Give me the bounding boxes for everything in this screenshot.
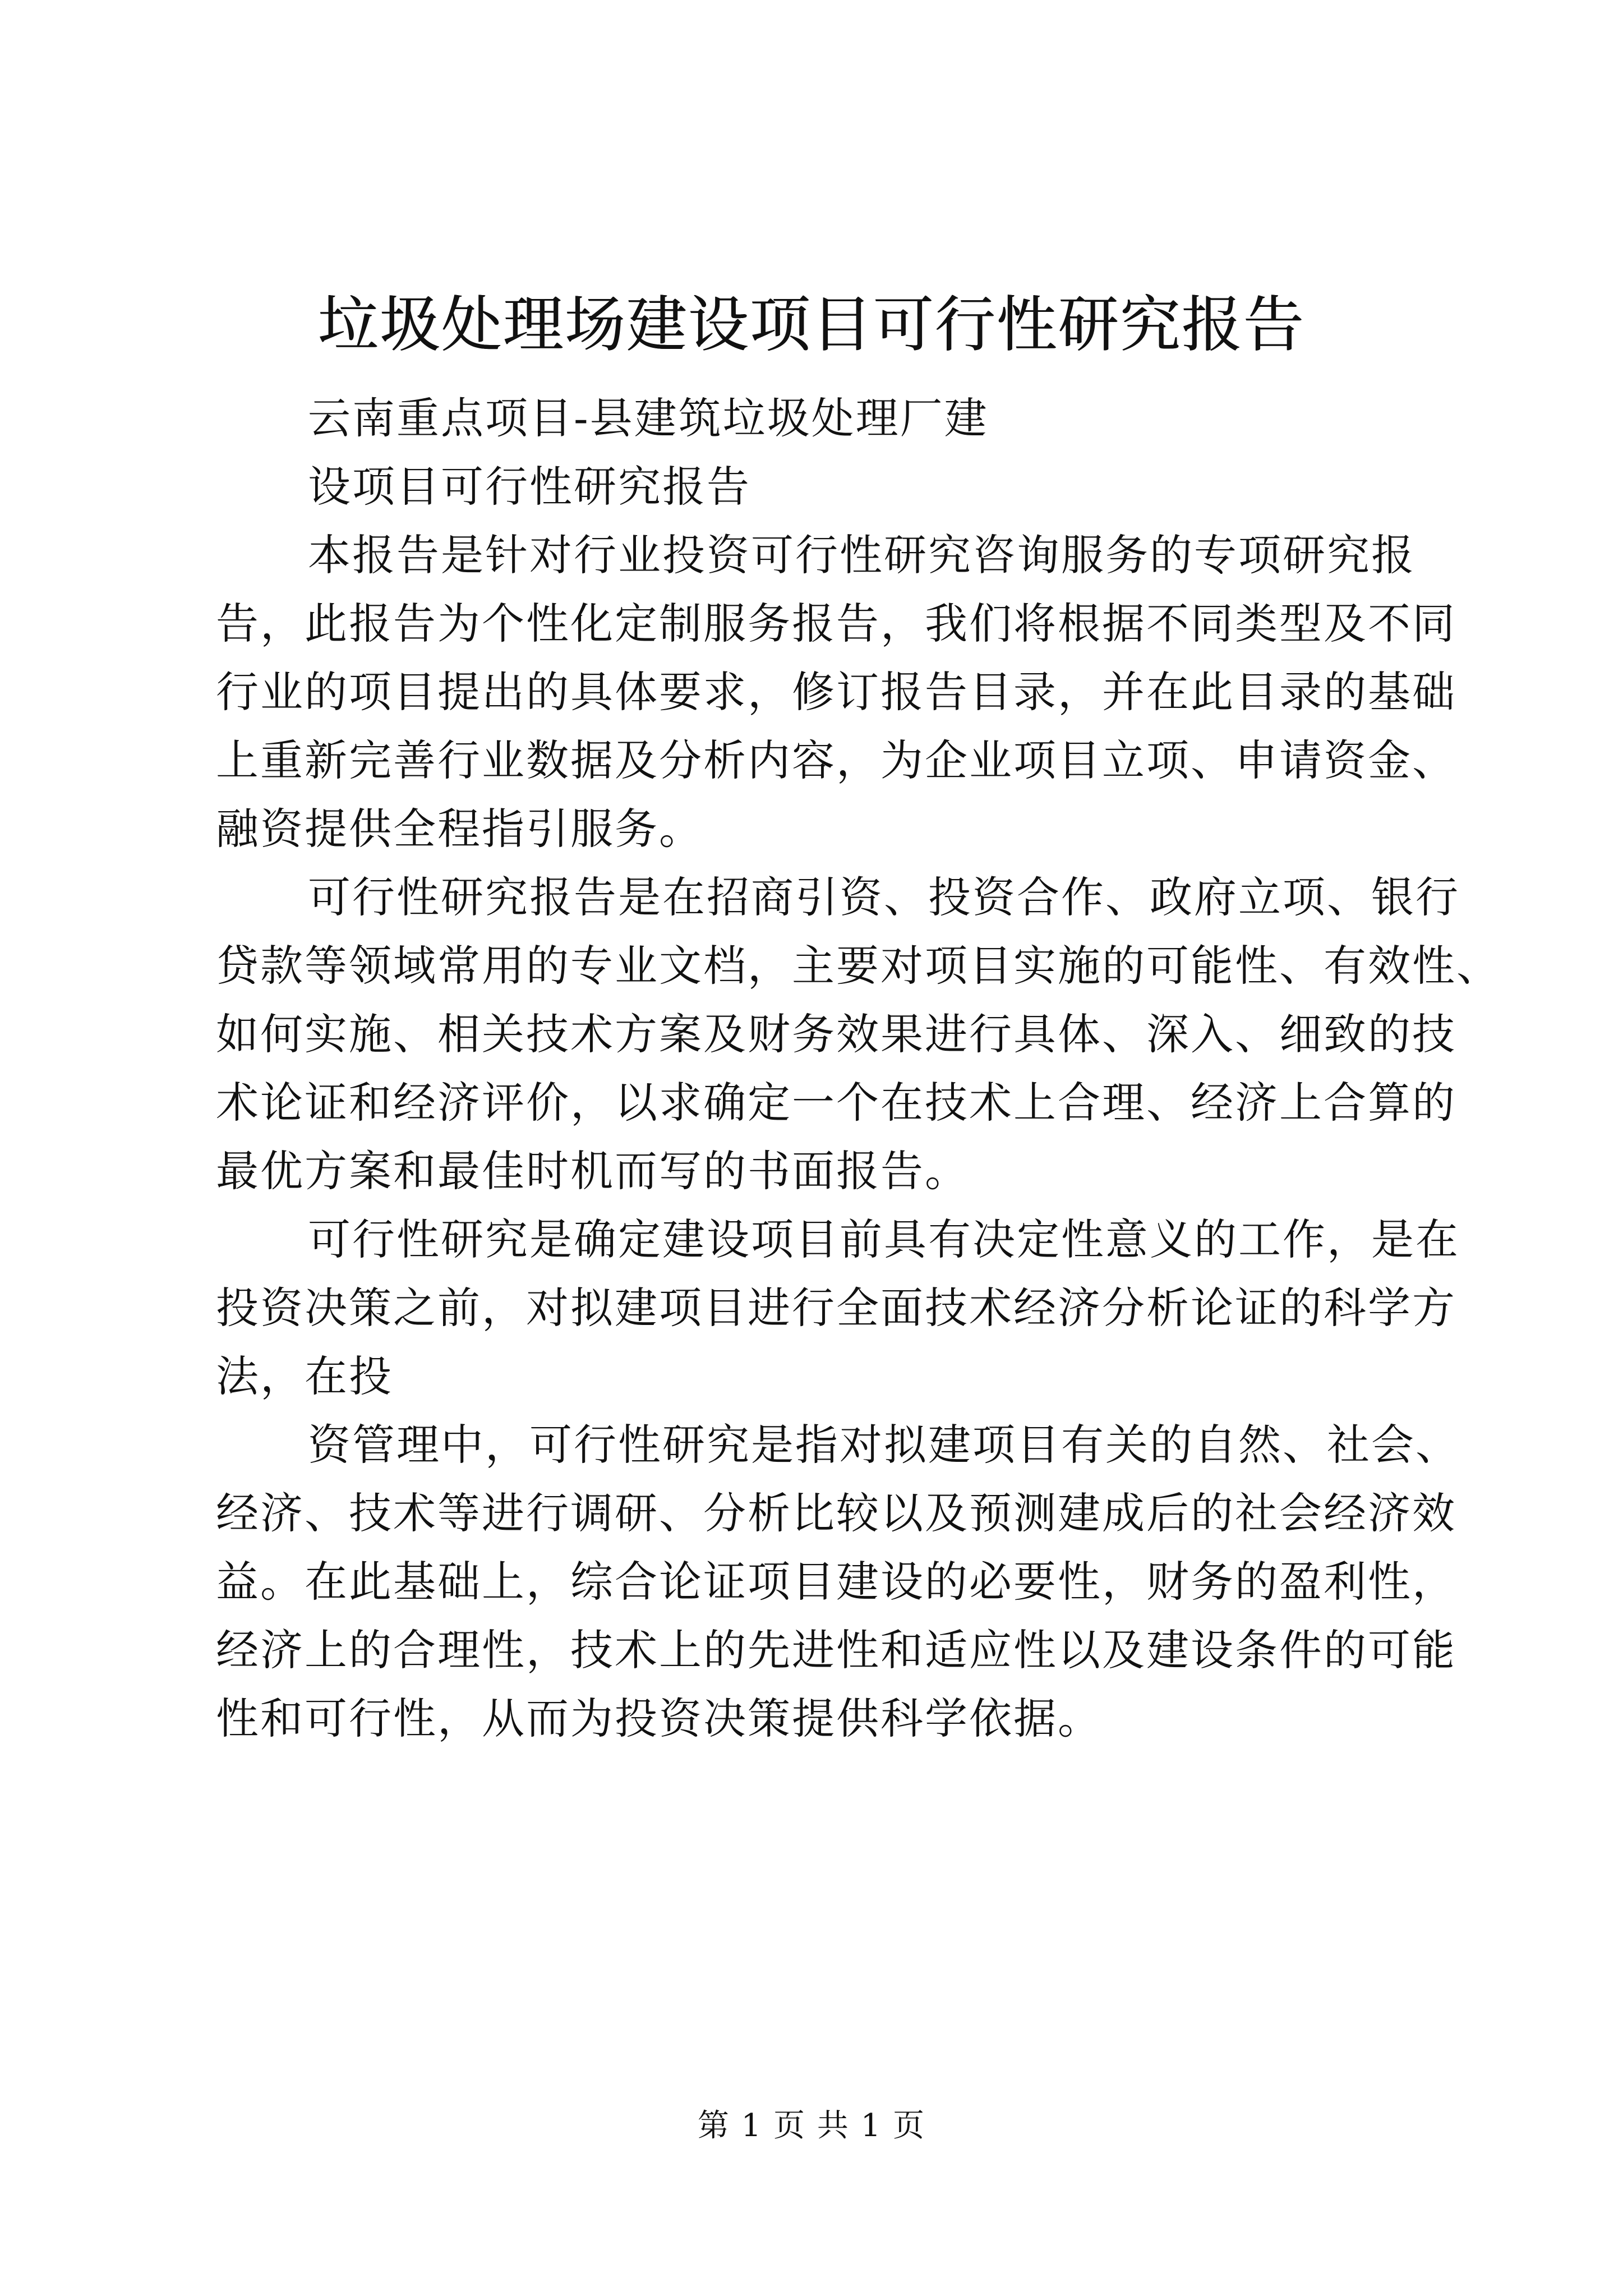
paragraph-line: 可行性研究报告是在招商引资、投资合作、政府立项、银行 [308, 872, 1460, 922]
paragraph-investment-management [216, 1411, 1460, 1753]
paragraph-line: 如何实施、相关技术方案及财务效果进行具体、深入、细致的技 [216, 1009, 1456, 1059]
paragraph-line: 性和可行性，从而为投资决策提供科学依据。 [216, 1694, 1102, 1743]
page-number-footer: 第 1 页 共 1 页 [697, 2108, 926, 2144]
paragraph-line: 贷款等领域常用的专业文档，主要对项目实施的可能性、有效性、 [216, 941, 1501, 991]
paragraph-line: 益。在此基础上，综合论证项目建设的必要性，财务的盈利性， [216, 1557, 1456, 1607]
document-title: 垃圾处理场建设项目可行性研究报告 [317, 290, 1305, 360]
paragraph-intro [216, 521, 1456, 863]
paragraph-line: 告，此报告为个性化定制服务报告，我们将根据不同类型及不同 [216, 599, 1456, 648]
paragraph-line: 投资决策之前，对拟建项目进行全面技术经济分析论证的科学方 [216, 1283, 1456, 1333]
paragraph-feasibility-study [216, 1205, 1460, 1411]
paragraph-line: 经济、技术等进行调研、分析比较以及预测建成后的社会经济效 [216, 1488, 1456, 1538]
paragraph-line: 经济上的合理性，技术上的先进性和适应性以及建设条件的可能 [216, 1625, 1456, 1675]
paragraph-line: 融资提供全程指引服务。 [216, 804, 703, 854]
subtitle-line-1: 云南重点项目-县建筑垃圾处理厂建 [308, 393, 989, 443]
paragraph-line: 行业的项目提出的具体要求，修订报告目录，并在此目录的基础 [216, 667, 1456, 717]
paragraph-line: 资管理中，可行性研究是指对拟建项目有关的自然、社会、 [308, 1420, 1460, 1470]
paragraph-line: 法，在投 [216, 1351, 393, 1401]
paragraph-line: 术论证和经济评价，以求确定一个在技术上合理、经济上合算的 [216, 1078, 1456, 1128]
paragraph-line: 本报告是针对行业投资可行性研究咨询服务的专项研究报 [308, 530, 1415, 580]
paragraph-line: 可行性研究是确定建设项目前具有决定性意义的工作，是在 [308, 1214, 1460, 1264]
paragraph-line: 上重新完善行业数据及分析内容，为企业项目立项、申请资金、 [216, 735, 1456, 785]
paragraph-line: 最优方案和最佳时机而写的书面报告。 [216, 1146, 969, 1196]
subtitle-line-2: 设项目可行性研究报告 [308, 462, 751, 512]
paragraph-feasibility-report [216, 863, 1501, 1205]
document-body [216, 384, 1501, 1753]
